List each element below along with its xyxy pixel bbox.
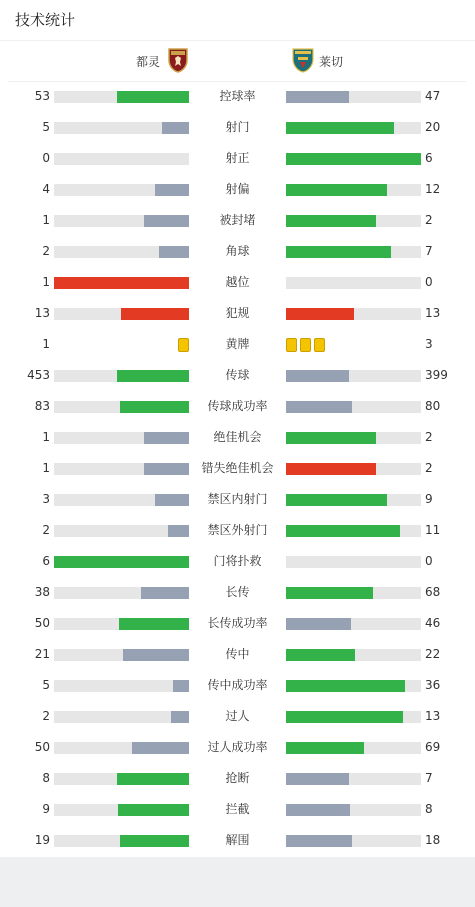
stat-row [0,329,475,360]
home-bar-track [54,246,189,258]
home-bar-track [54,773,189,785]
home-bar-track [54,711,189,723]
home-value: 1 [42,461,50,475]
away-bar-fill [286,308,354,320]
home-value: 0 [42,151,50,165]
stat-row [0,422,475,453]
stat-row [0,360,475,391]
away-bar-fill [286,525,400,537]
stat-label: 犯规 [225,306,250,320]
away-value: 69 [425,740,441,754]
stat-label: 射正 [225,151,250,165]
stat-row [0,484,475,515]
away-value: 3 [425,337,433,351]
away-bar-fill [286,494,387,506]
home-bar-fill [118,804,189,816]
stat-label: 错失绝佳机会 [201,461,274,475]
stat-row [0,236,475,267]
stat-label: 黄牌 [225,337,250,351]
home-value: 9 [42,802,50,816]
page-title: 技术统计 [15,11,76,29]
stat-row [0,639,475,670]
stat-row [0,205,475,236]
home-bar-fill [117,370,189,382]
lecce-crest-icon [292,47,314,76]
away-value: 8 [425,802,433,816]
home-value: 1 [42,430,50,444]
away-bar-track [286,680,421,692]
home-value: 2 [42,244,50,258]
home-value: 21 [34,647,50,661]
stat-row [0,763,475,794]
home-value: 53 [34,89,50,103]
stat-row [0,825,475,856]
home-bar-fill [120,835,189,847]
home-bar-track [54,649,189,661]
home-bar-fill [171,711,189,723]
divider [0,40,475,41]
away-value: 46 [425,616,441,630]
home-value: 5 [42,678,50,692]
away-bar-track [286,525,421,537]
yellow-card-icon [286,338,297,352]
away-bar-fill [286,773,349,785]
away-team-name: 莱切 [319,54,344,69]
stat-row [0,732,475,763]
home-value: 83 [34,399,50,413]
home-bar-fill [117,773,189,785]
home-bar-track [54,680,189,692]
home-bar-track [54,432,189,444]
away-value: 36 [425,678,441,692]
away-value: 0 [425,275,433,289]
home-bar-track [54,215,189,227]
away-value: 7 [425,771,433,785]
stat-label: 抢断 [225,771,250,785]
stat-label: 射门 [225,120,250,134]
home-bar-fill [54,277,189,289]
stat-row [0,546,475,577]
home-bar-track [54,184,189,196]
home-bar-fill [123,649,189,661]
away-bar-track [286,494,421,506]
stat-label: 传球 [225,368,250,382]
away-bar-track [286,277,421,289]
home-bar-track [54,277,189,289]
home-value: 1 [42,337,50,351]
stat-label: 传球成功率 [207,399,268,413]
away-bar-fill [286,122,394,134]
stat-label: 长传 [225,585,250,599]
home-value: 50 [34,740,50,754]
away-bar-track [286,308,421,320]
away-bar-fill [286,184,387,196]
home-bar-track [54,587,189,599]
home-bar-fill [155,184,189,196]
stat-row [0,701,475,732]
away-value: 2 [425,213,433,227]
home-bar-fill [120,401,189,413]
away-bar-fill [286,370,349,382]
away-bar-track [286,835,421,847]
home-value: 4 [42,182,50,196]
stat-label: 门将扑救 [213,554,262,568]
away-value: 0 [425,554,433,568]
home-bar-fill [117,91,189,103]
away-value: 13 [425,306,441,320]
stat-row [0,391,475,422]
away-bar-track [286,649,421,661]
home-value: 5 [42,120,50,134]
stat-label: 传中成功率 [207,678,268,692]
away-bar-fill [286,649,355,661]
yellow-card-icon [314,338,325,352]
away-yellow-cards [286,338,325,352]
away-bar-track [286,711,421,723]
home-bar-fill [155,494,189,506]
yellow-card-icon [300,338,311,352]
home-bar-track [54,463,189,475]
home-bar-track [54,742,189,754]
away-value: 18 [425,833,441,847]
home-team[interactable] [136,47,189,75]
away-bar-fill [286,711,403,723]
away-value: 80 [425,399,441,413]
teams-header [0,47,475,75]
away-bar-track [286,401,421,413]
stat-label: 被封堵 [219,213,256,227]
away-bar-fill [286,432,376,444]
home-bar-track [54,308,189,320]
away-value: 11 [425,523,441,537]
away-bar-track [286,91,421,103]
away-bar-fill [286,91,349,103]
away-value: 7 [425,244,433,258]
away-bar-fill [286,804,350,816]
away-bar-track [286,618,421,630]
away-value: 9 [425,492,433,506]
home-bar-fill [144,215,189,227]
home-bar-fill [54,556,189,568]
home-value: 6 [42,554,50,568]
away-bar-track [286,587,421,599]
home-bar-fill [144,463,189,475]
yellow-card-icon [178,338,189,352]
stats-list [0,81,475,856]
home-bar-fill [141,587,189,599]
stat-row [0,143,475,174]
stat-row [0,577,475,608]
home-bar-track [54,804,189,816]
home-bar-fill [173,680,189,692]
home-yellow-cards [178,338,189,352]
home-value: 1 [42,213,50,227]
home-bar-fill [119,618,189,630]
stat-label: 过人成功率 [207,740,268,754]
away-bar-fill [286,246,391,258]
away-bar-track [286,246,421,258]
stat-row [0,670,475,701]
away-bar-track [286,370,421,382]
away-bar-fill [286,153,421,165]
home-value: 1 [42,275,50,289]
home-value: 13 [34,306,50,320]
away-bar-track [286,556,421,568]
away-value: 68 [425,585,441,599]
away-bar-fill [286,618,351,630]
home-bar-track [54,494,189,506]
away-value: 399 [425,368,448,382]
home-bar-track [54,122,189,134]
home-bar-track [54,153,189,165]
away-value: 6 [425,151,433,165]
home-value: 3 [42,492,50,506]
away-value: 47 [425,89,441,103]
stat-row [0,794,475,825]
away-bar-track [286,215,421,227]
home-bar-track [54,556,189,568]
stat-label: 传中 [225,647,250,661]
stat-label: 绝佳机会 [213,430,262,444]
away-value: 13 [425,709,441,723]
home-bar-track [54,525,189,537]
stat-label: 禁区内射门 [207,492,268,506]
home-value: 50 [34,616,50,630]
home-bar-track [54,835,189,847]
away-bar-fill [286,215,376,227]
home-bar-fill [132,742,189,754]
away-bar-fill [286,463,376,475]
away-bar-fill [286,742,364,754]
home-bar-fill [144,432,189,444]
stat-row [0,112,475,143]
stat-row [0,81,475,112]
stat-label: 射偏 [225,182,250,196]
away-bar-track [286,122,421,134]
away-value: 22 [425,647,441,661]
away-bar-track [286,742,421,754]
home-value: 453 [27,368,50,382]
stat-label: 角球 [225,244,250,258]
home-bar-fill [162,122,189,134]
home-value: 2 [42,709,50,723]
away-bar-track [286,804,421,816]
stat-label: 拦截 [225,802,250,816]
stat-label: 越位 [225,275,250,289]
home-bar-track [54,618,189,630]
away-value: 20 [425,120,441,134]
stat-label: 解围 [225,833,250,847]
stat-label: 禁区外射门 [207,523,268,537]
away-bar-track [286,463,421,475]
home-value: 8 [42,771,50,785]
away-team[interactable] [292,47,343,75]
stat-row [0,267,475,298]
home-bar-fill [159,246,189,258]
away-value: 2 [425,461,433,475]
stat-row [0,453,475,484]
away-bar-fill [286,835,352,847]
home-bar-fill [121,308,189,320]
away-value: 2 [425,430,433,444]
home-value: 38 [34,585,50,599]
home-bar-track [54,401,189,413]
home-bar-fill [168,525,189,537]
away-bar-track [286,153,421,165]
home-value: 19 [34,833,50,847]
stat-row [0,298,475,329]
home-bar-track [54,91,189,103]
home-bar-track [54,370,189,382]
home-team-name: 都灵 [135,54,160,69]
away-bar-fill [286,587,373,599]
stat-label: 过人 [225,709,250,723]
stat-row [0,515,475,546]
stat-row [0,174,475,205]
away-bar-track [286,432,421,444]
stat-label: 长传成功率 [207,616,268,630]
stat-label: 控球率 [219,89,256,103]
away-value: 12 [425,182,441,196]
home-value: 2 [42,523,50,537]
torino-crest-icon [167,47,189,76]
away-bar-track [286,773,421,785]
away-bar-fill [286,401,352,413]
away-bar-track [286,184,421,196]
stat-row [0,608,475,639]
away-bar-fill [286,680,405,692]
